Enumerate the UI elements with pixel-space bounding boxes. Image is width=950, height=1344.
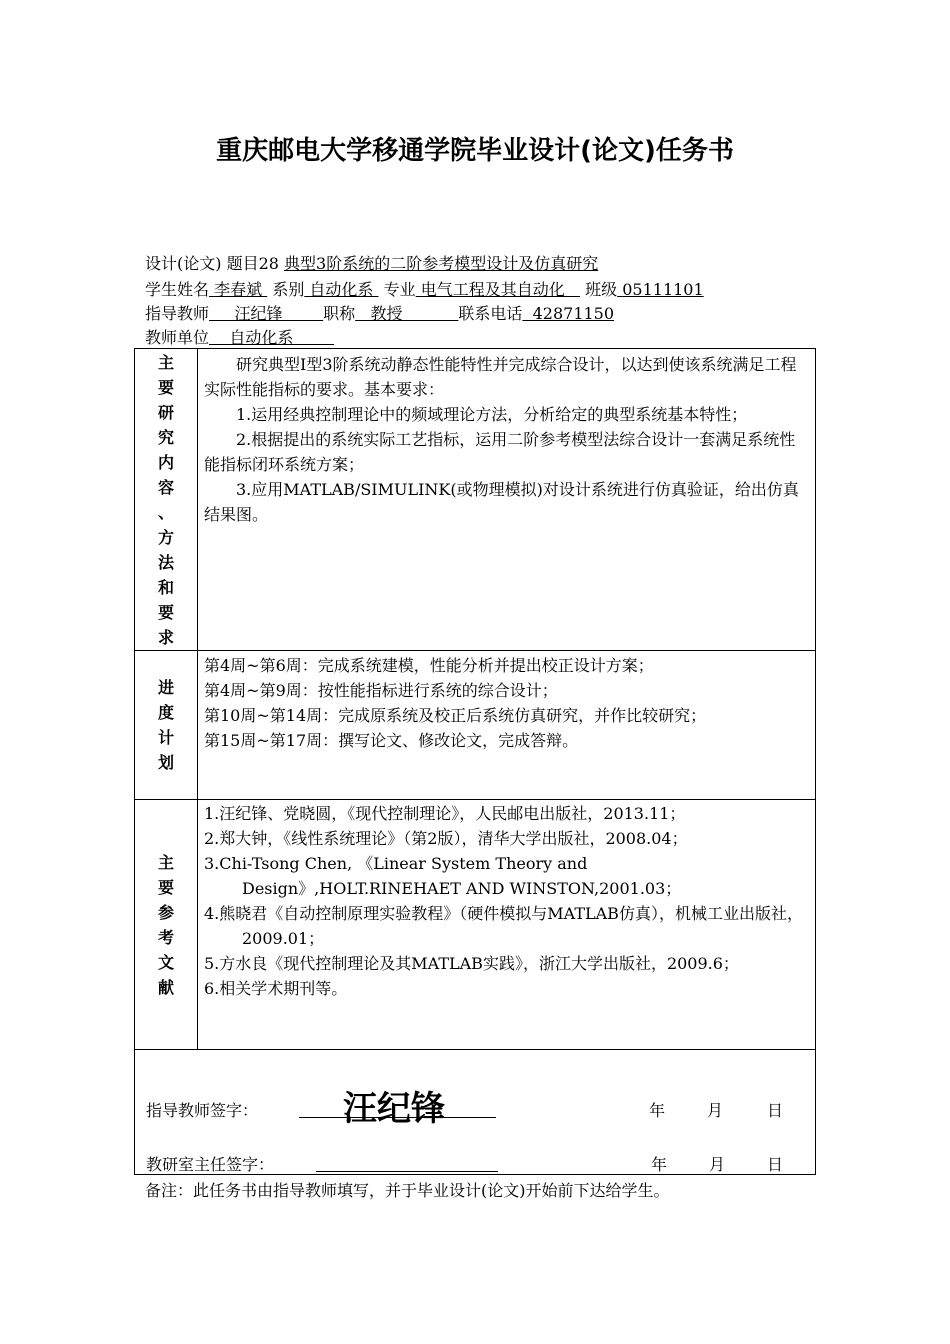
- references-content: [204, 801, 808, 1001]
- research-row: [135, 349, 815, 651]
- advisor-value: 汪纪锋: [234, 304, 283, 323]
- advisor-line: [145, 302, 614, 326]
- advisor-sign-day: 日: [767, 1101, 784, 1120]
- reference-item: 3.Chi-Tsong Chen, 《Linear System Theory and Design》,HOLT.RINEHAET AND WINSTON,2001.03；: [204, 854, 682, 898]
- student-line: [145, 278, 704, 302]
- topic-label: 设计(论文) 题目28: [145, 254, 279, 273]
- reference-item: 2.郑大钟，《线性系统理论》（第2版），清华大学出版社，2008.04；: [204, 829, 688, 848]
- director-sign-day: 日: [767, 1155, 784, 1174]
- dept-value: 自动化系: [309, 280, 374, 299]
- student-value: 李春斌: [214, 280, 263, 299]
- title-value: 教授: [370, 304, 403, 323]
- advisor-label: 指导教师: [145, 304, 210, 323]
- schedule-row: [135, 651, 815, 800]
- schedule-heading: 进 度 计 划: [135, 651, 198, 799]
- major-label: 专业: [383, 280, 416, 299]
- dept-label: 系别: [272, 280, 305, 299]
- research-paragraph: 2.根据提出的系统实际工艺指标，运用二阶参考模型法综合设计一套满足系统性能指标闭环系统方案；: [204, 430, 796, 474]
- schedule-content: [204, 653, 808, 753]
- research-paragraph: 1.运用经典控制理论中的频域理论方法，分析给定的典型系统基本特性；: [236, 405, 748, 424]
- phone-label: 联系电话: [458, 304, 523, 323]
- student-label: 学生姓名: [145, 280, 210, 299]
- reference-item: 5.方水良《现代控制理论及其MATLAB实践》，浙江大学出版社，2009.6；: [204, 954, 739, 973]
- advisor-sign-year: 年: [649, 1101, 666, 1120]
- footnote: 备注：此任务书由指导教师填写，并于毕业设计(论文)开始前下达给学生。: [145, 1181, 670, 1200]
- director-signature-line: [316, 1170, 498, 1172]
- director-sign-month: 月: [709, 1155, 726, 1174]
- document-title: 重庆邮电大学移通学院毕业设计(论文)任务书: [216, 136, 734, 166]
- schedule-item: 第10周~第14周：完成原系统及校正后系统仿真研究，并作比较研究；: [204, 706, 707, 725]
- research-heading: 主 要 研 究 内 容 、 方 法 和 要 求: [135, 349, 198, 650]
- unit-line: [145, 326, 334, 350]
- advisor-signature: 汪纪锋: [343, 1089, 445, 1129]
- reference-item: 1.汪纪锋、党晓圆，《现代控制理论》，人民邮电出版社，2013.11；: [204, 804, 686, 823]
- unit-label: 教师单位: [145, 328, 210, 347]
- advisor-signature-label: 指导教师签字：: [146, 1101, 259, 1120]
- unit-value: 自动化系: [229, 328, 294, 347]
- phone-value: 42871150: [532, 304, 615, 323]
- advisor-sign-month: 月: [707, 1101, 724, 1120]
- research-paragraph: 研究典型Ⅰ型3阶系统动静态性能特性并完成综合设计，以达到使该系统满足工程实际性能指标的要求。基本要求：: [204, 355, 797, 399]
- reference-item: 6.相关学术期刊等。: [204, 979, 348, 998]
- director-signature-label: 教研室主任签字：: [146, 1155, 275, 1174]
- title-label: 职称: [323, 304, 356, 323]
- references-heading: 主 要 参 考 文 献: [135, 800, 198, 1049]
- research-content: [204, 352, 808, 527]
- schedule-item: 第15周~第17周：撰写论文、修改论文，完成答辩。: [204, 731, 579, 750]
- director-sign-year: 年: [651, 1155, 668, 1174]
- class-value: 05111101: [622, 280, 704, 299]
- schedule-item: 第4周~第6周：完成系统建模，性能分析并提出校正设计方案；: [204, 656, 654, 675]
- reference-item: 4.熊晓君《自动控制原理实验教程》（硬件模拟与MATLAB仿真），机械工业出版社，2009.01；: [204, 904, 803, 948]
- research-paragraph: 3.应用MATLAB/SIMULINK(或物理模拟)对设计系统进行仿真验证，给出仿真结果图。: [204, 480, 799, 524]
- class-label: 班级: [585, 280, 618, 299]
- major-value: 电气工程及其自动化: [420, 280, 565, 299]
- task-table: [134, 348, 816, 1175]
- signature-row: [135, 1050, 815, 1174]
- topic-value: 典型3阶系统的二阶参考模型设计及仿真研究: [284, 254, 599, 273]
- topic-line: [145, 252, 598, 276]
- schedule-item: 第4周~第9周：按性能指标进行系统的综合设计；: [204, 681, 558, 700]
- references-row: [135, 800, 815, 1050]
